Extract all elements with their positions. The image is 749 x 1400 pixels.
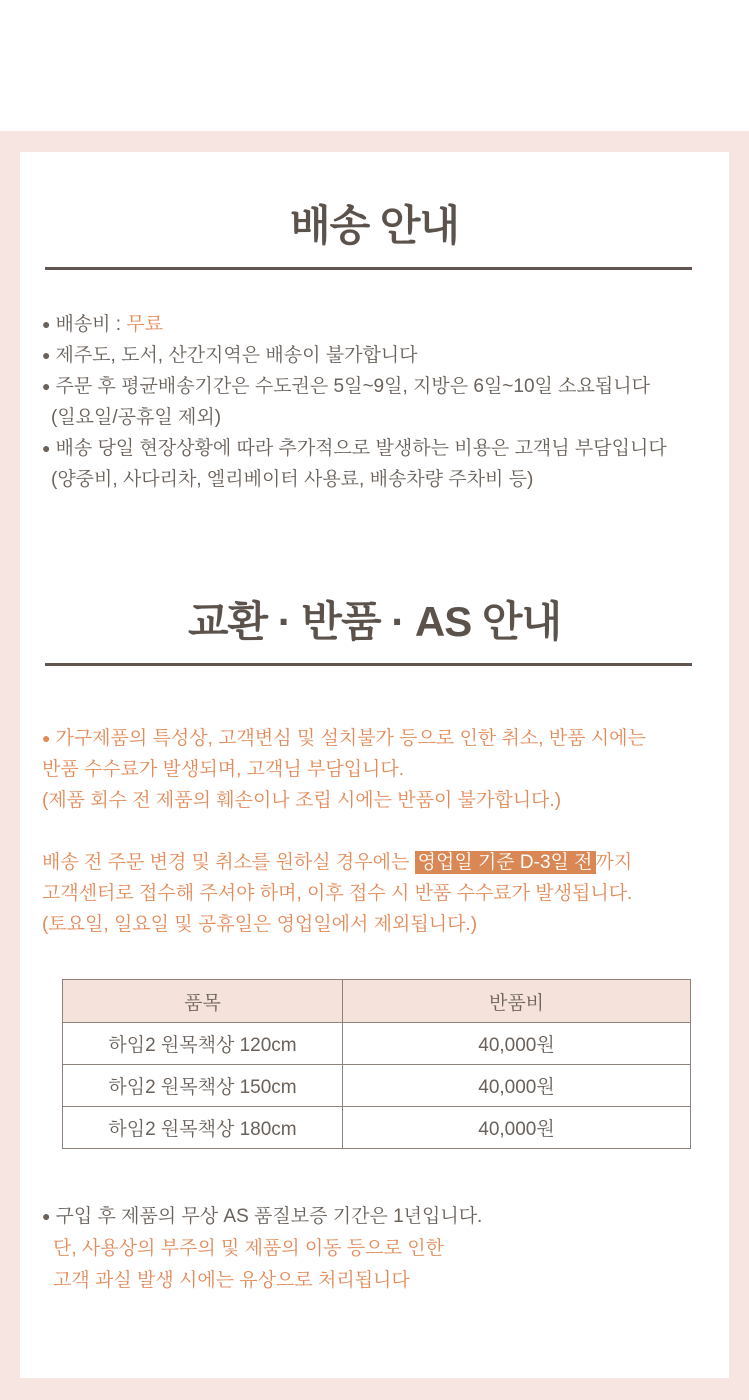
table-cell-item: 하임2 원목책상 120cm (63, 1023, 343, 1065)
shipping-regions-line (20, 340, 729, 371)
returns-policy-line3: (제품 회수 전 제품의 훼손이나 조립 시에는 반품이 불가합니다.) (42, 790, 562, 812)
returns-policy-line1-text: 가구제품의 특성상, 고객변심 및 설치불가 등으로 인한 취소, 반품 시에는 (55, 728, 646, 750)
shipping-period-line (20, 371, 729, 402)
shipping-fee-line (20, 309, 729, 340)
shipping-extra-cost-text: 배송 당일 현장상황에 따라 추가적으로 발생하는 비용은 고객님 부담입니다 (55, 438, 667, 460)
returns-policy-paragraph (20, 723, 729, 816)
bullet-icon: ● (42, 316, 51, 333)
bullet-icon: ● (42, 378, 51, 395)
bullet-icon: ● (42, 730, 51, 747)
table-row (63, 1023, 691, 1065)
returns-policy-line1 (20, 723, 729, 754)
cancellation-deadline-pre: 배송 전 주문 변경 및 취소를 원하실 경우에는 (42, 852, 415, 874)
top-white-margin (0, 0, 749, 131)
return-fee-table (62, 979, 691, 1149)
table-cell-item: 하임2 원목책상 150cm (63, 1065, 343, 1107)
returns-policy-line2: 반품 수수료가 발생되며, 고객님 부담입니다. (42, 759, 405, 781)
shipping-section-title: 배송 안내 (290, 202, 459, 249)
table-cell-fee: 40,000원 (343, 1107, 691, 1149)
as-warranty-line3: 고객 과실 발생 시에는 유상으로 처리됩니다 (53, 1270, 410, 1292)
shipping-title-divider (45, 267, 692, 270)
as-warranty-line1-text: 구입 후 제품의 무상 AS 품질보증 기간은 1년입니다. (55, 1206, 483, 1228)
shipping-regions-text: 제주도, 도서, 산간지역은 배송이 불가합니다 (55, 345, 418, 367)
table-header-row (63, 980, 691, 1023)
cancellation-deadline-line2: 고객센터로 접수해 주셔야 하며, 이후 접수 시 반품 수수료가 발생됩니다. (42, 883, 633, 905)
shipping-fee-label: 배송비 : (55, 314, 127, 336)
cancellation-deadline-line3: (토요일, 일요일 및 공휴일은 영업일에서 제외됩니다.) (42, 914, 478, 936)
cancellation-deadline-paragraph (20, 847, 729, 940)
deadline-highlight: 영업일 기준 D-3일 전 (415, 851, 596, 874)
table-row (63, 1065, 691, 1107)
shipping-extra-cost-line (20, 433, 729, 464)
returns-section-title: 교환 · 반품 · AS 안내 (187, 598, 562, 646)
shipping-period-subline: (일요일/공휴일 제외) (51, 407, 222, 429)
table-row (63, 1107, 691, 1149)
table-header-fee: 반품비 (343, 980, 691, 1023)
returns-title-divider (45, 663, 692, 666)
cancellation-deadline-post: 까지 (595, 852, 633, 874)
bullet-icon: ● (42, 347, 51, 364)
shipping-extra-cost-subline: (양중비, 사다리차, 엘리베이터 사용료, 배송차량 주차비 등) (51, 469, 534, 491)
cancellation-deadline-line1 (20, 847, 729, 878)
shipping-fee-value: 무료 (126, 314, 164, 336)
table-cell-fee: 40,000원 (343, 1023, 691, 1065)
info-card (20, 152, 729, 1378)
table-cell-item: 하임2 원목책상 180cm (63, 1107, 343, 1149)
table-header-item: 품목 (63, 980, 343, 1023)
as-warranty-note (20, 1200, 729, 1297)
shipping-period-text: 주문 후 평균배송기간은 수도권은 5일~9일, 지방은 6일~10일 소요됩니다 (55, 376, 650, 398)
shipping-notes (20, 309, 729, 495)
bullet-icon: ● (42, 1208, 51, 1225)
bullet-icon: ● (42, 440, 51, 457)
as-warranty-line1 (20, 1200, 729, 1233)
as-warranty-line2: 단, 사용상의 부주의 및 제품의 이동 등으로 인한 (53, 1238, 444, 1260)
pink-background (0, 131, 749, 1400)
table-cell-fee: 40,000원 (343, 1065, 691, 1107)
